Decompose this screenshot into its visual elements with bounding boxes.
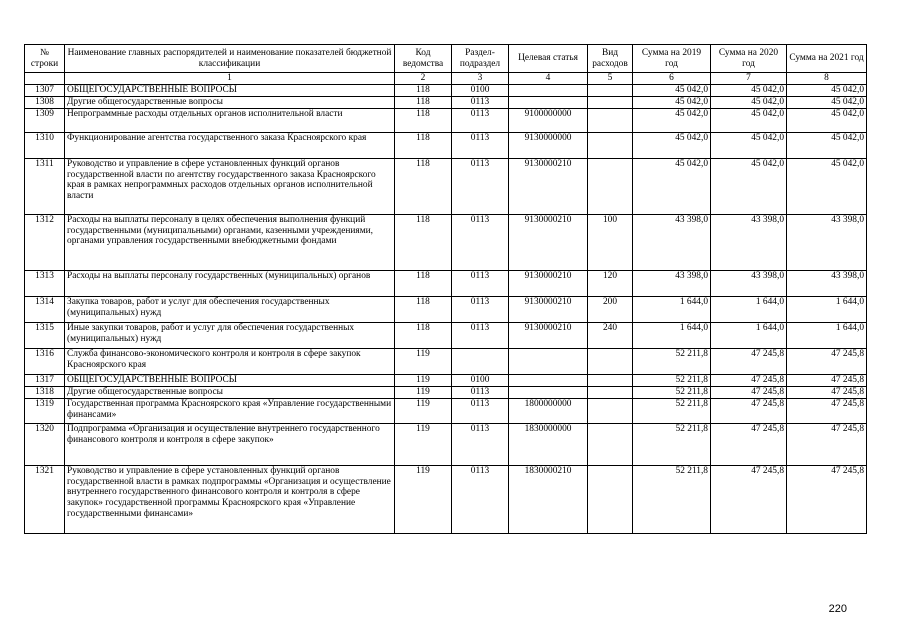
sum-2021-cell: 45 042,0	[787, 84, 867, 96]
section-cell: 0113	[452, 214, 509, 270]
sum-2019-cell: 43 398,0	[633, 214, 711, 270]
header-sum-2020: Сумма на 2020 год	[711, 45, 787, 73]
header-sum-2019: Сумма на 2019 год	[633, 45, 711, 73]
sum-2020-cell: 43 398,0	[711, 270, 787, 296]
section-cell: 0113	[452, 465, 509, 533]
sum-2020-cell: 45 042,0	[711, 158, 787, 214]
budget-table	[24, 44, 867, 534]
table-row	[25, 158, 867, 214]
expense-type-cell: 240	[588, 322, 633, 348]
header-row	[25, 45, 867, 73]
table-row	[25, 270, 867, 296]
row-number-cell: 1313	[25, 270, 65, 296]
section-cell: 0100	[452, 84, 509, 96]
target-item-cell: 1830000000	[509, 423, 588, 465]
expense-type-cell	[588, 386, 633, 398]
table-row	[25, 108, 867, 132]
sum-2021-cell: 47 245,8	[787, 348, 867, 374]
sum-2020-cell: 47 245,8	[711, 423, 787, 465]
sum-2021-cell: 45 042,0	[787, 132, 867, 158]
sum-2019-cell: 1 644,0	[633, 322, 711, 348]
expense-type-cell	[588, 108, 633, 132]
row-number-cell: 1312	[25, 214, 65, 270]
expense-type-cell	[588, 132, 633, 158]
expense-type-cell	[588, 423, 633, 465]
header-sum-2021: Сумма на 2021 год	[787, 45, 867, 73]
expense-type-cell	[588, 158, 633, 214]
sum-2019-cell: 43 398,0	[633, 270, 711, 296]
department-code-cell: 118	[395, 270, 452, 296]
table-row	[25, 84, 867, 96]
department-code-cell: 119	[395, 423, 452, 465]
section-cell: 0113	[452, 386, 509, 398]
department-code-cell: 119	[395, 386, 452, 398]
column-number: 8	[787, 73, 867, 85]
target-item-cell: 9130000210	[509, 270, 588, 296]
row-name-cell: ОБЩЕГОСУДАРСТВЕННЫЕ ВОПРОСЫ	[65, 374, 395, 386]
sum-2019-cell: 52 211,8	[633, 374, 711, 386]
row-number-cell: 1320	[25, 423, 65, 465]
row-name-cell: ОБЩЕГОСУДАРСТВЕННЫЕ ВОПРОСЫ	[65, 84, 395, 96]
table-row	[25, 322, 867, 348]
section-cell: 0113	[452, 322, 509, 348]
target-item-cell	[509, 348, 588, 374]
expense-type-cell	[588, 398, 633, 423]
column-number: 1	[65, 73, 395, 85]
header-expense-type: Вид расходов	[588, 45, 633, 73]
row-number-cell: 1317	[25, 374, 65, 386]
row-number-cell: 1319	[25, 398, 65, 423]
target-item-cell: 9130000210	[509, 158, 588, 214]
section-cell: 0113	[452, 270, 509, 296]
sum-2020-cell: 47 245,8	[711, 465, 787, 533]
sum-2020-cell: 45 042,0	[711, 84, 787, 96]
table-row	[25, 374, 867, 386]
header-target-item: Целевая статья	[509, 45, 588, 73]
row-name-cell: Другие общегосударственные вопросы	[65, 386, 395, 398]
sum-2021-cell: 47 245,8	[787, 465, 867, 533]
table-row	[25, 465, 867, 533]
sum-2019-cell: 52 211,8	[633, 423, 711, 465]
target-item-cell: 9130000210	[509, 296, 588, 322]
row-name-cell: Расходы на выплаты персоналу в целях обеспечения выполнения функций государственными (муниципальными) органами, казенными учреждениями, органами управления государственными внебюджетными фондами	[65, 214, 395, 270]
sum-2019-cell: 45 042,0	[633, 158, 711, 214]
target-item-cell: 9130000000	[509, 132, 588, 158]
row-number-cell: 1321	[25, 465, 65, 533]
sum-2021-cell: 45 042,0	[787, 108, 867, 132]
table-row	[25, 96, 867, 108]
sum-2020-cell: 1 644,0	[711, 296, 787, 322]
row-name-cell: Руководство и управление в сфере установленных функций органов государственной власти в рамках подпрограммы «Организация и осуществление внутреннего государственного финансового контроля и контроля в сфере закупок» государственной программы Красноярского края «Управление государственными финансами»	[65, 465, 395, 533]
department-code-cell: 118	[395, 84, 452, 96]
target-item-cell	[509, 96, 588, 108]
department-code-cell: 119	[395, 374, 452, 386]
expense-type-cell	[588, 465, 633, 533]
sum-2020-cell: 45 042,0	[711, 108, 787, 132]
column-number: 2	[395, 73, 452, 85]
sum-2020-cell: 43 398,0	[711, 214, 787, 270]
row-name-cell: Подпрограмма «Организация и осуществление внутреннего государственного финансового контроля и контроля в сфере закупок»	[65, 423, 395, 465]
column-number: 4	[509, 73, 588, 85]
sum-2020-cell: 47 245,8	[711, 348, 787, 374]
sum-2019-cell: 52 211,8	[633, 386, 711, 398]
row-number-cell: 1318	[25, 386, 65, 398]
sum-2019-cell: 45 042,0	[633, 132, 711, 158]
sum-2021-cell: 47 245,8	[787, 398, 867, 423]
target-item-cell	[509, 84, 588, 96]
target-item-cell	[509, 386, 588, 398]
column-number: 5	[588, 73, 633, 85]
department-code-cell: 118	[395, 296, 452, 322]
sum-2020-cell: 47 245,8	[711, 398, 787, 423]
department-code-cell: 118	[395, 322, 452, 348]
table-row	[25, 348, 867, 374]
sum-2020-cell: 45 042,0	[711, 96, 787, 108]
target-item-cell: 9130000210	[509, 214, 588, 270]
expense-type-cell: 100	[588, 214, 633, 270]
row-name-cell: Расходы на выплаты персоналу государственных (муниципальных) органов	[65, 270, 395, 296]
expense-type-cell	[588, 348, 633, 374]
section-cell: 0100	[452, 374, 509, 386]
sum-2021-cell: 47 245,8	[787, 386, 867, 398]
target-item-cell: 1800000000	[509, 398, 588, 423]
row-number-cell: 1314	[25, 296, 65, 322]
row-name-cell: Иные закупки товаров, работ и услуг для обеспечения государственных (муниципальных) нужд	[65, 322, 395, 348]
sum-2019-cell: 52 211,8	[633, 465, 711, 533]
section-cell: 0113	[452, 158, 509, 214]
sum-2021-cell: 1 644,0	[787, 322, 867, 348]
department-code-cell: 118	[395, 214, 452, 270]
expense-type-cell	[588, 84, 633, 96]
sum-2020-cell: 47 245,8	[711, 374, 787, 386]
header-department-code: Код ведомства	[395, 45, 452, 73]
sum-2021-cell: 45 042,0	[787, 96, 867, 108]
expense-type-cell	[588, 96, 633, 108]
section-cell: 0113	[452, 423, 509, 465]
row-name-cell: Непрограммные расходы отдельных органов исполнительной власти	[65, 108, 395, 132]
column-number	[25, 73, 65, 85]
sum-2019-cell: 52 211,8	[633, 348, 711, 374]
section-cell: 0113	[452, 398, 509, 423]
sum-2020-cell: 45 042,0	[711, 132, 787, 158]
sum-2019-cell: 52 211,8	[633, 398, 711, 423]
target-item-cell: 9130000210	[509, 322, 588, 348]
department-code-cell: 118	[395, 158, 452, 214]
sum-2020-cell: 47 245,8	[711, 386, 787, 398]
sum-2021-cell: 1 644,0	[787, 296, 867, 322]
target-item-cell: 9100000000	[509, 108, 588, 132]
sum-2021-cell: 43 398,0	[787, 214, 867, 270]
expense-type-cell: 200	[588, 296, 633, 322]
table-row	[25, 423, 867, 465]
section-cell: 0113	[452, 296, 509, 322]
table-body	[25, 84, 867, 533]
department-code-cell: 119	[395, 465, 452, 533]
section-cell: 0113	[452, 132, 509, 158]
section-cell	[452, 348, 509, 374]
row-name-cell: Закупка товаров, работ и услуг для обеспечения государственных (муниципальных) нужд	[65, 296, 395, 322]
table-row	[25, 132, 867, 158]
column-number-row	[25, 73, 867, 85]
row-name-cell: Руководство и управление в сфере установленных функций органов государственной власти по агентству государственного заказа Красноярского края в рамках непрограммных расходов отдельных органов исполнительной власти	[65, 158, 395, 214]
table-row	[25, 296, 867, 322]
header-name: Наименование главных распорядителей и наименование показателей бюджетной классификации	[65, 45, 395, 73]
sum-2021-cell: 43 398,0	[787, 270, 867, 296]
row-name-cell: Функционирование агентства государственного заказа Красноярского края	[65, 132, 395, 158]
department-code-cell: 118	[395, 132, 452, 158]
expense-type-cell: 120	[588, 270, 633, 296]
expense-type-cell	[588, 374, 633, 386]
row-number-cell: 1315	[25, 322, 65, 348]
sum-2019-cell: 45 042,0	[633, 96, 711, 108]
sum-2021-cell: 45 042,0	[787, 158, 867, 214]
table-row	[25, 214, 867, 270]
sum-2019-cell: 45 042,0	[633, 84, 711, 96]
department-code-cell: 118	[395, 96, 452, 108]
column-number: 7	[711, 73, 787, 85]
table-row	[25, 386, 867, 398]
target-item-cell: 1830000210	[509, 465, 588, 533]
row-number-cell: 1307	[25, 84, 65, 96]
department-code-cell: 118	[395, 108, 452, 132]
department-code-cell: 119	[395, 398, 452, 423]
section-cell: 0113	[452, 96, 509, 108]
row-name-cell: Государственная программа Красноярского края «Управление государственными финансами»	[65, 398, 395, 423]
sum-2020-cell: 1 644,0	[711, 322, 787, 348]
sum-2019-cell: 45 042,0	[633, 108, 711, 132]
sum-2021-cell: 47 245,8	[787, 374, 867, 386]
sum-2021-cell: 47 245,8	[787, 423, 867, 465]
row-number-cell: 1311	[25, 158, 65, 214]
sum-2019-cell: 1 644,0	[633, 296, 711, 322]
row-number-cell: 1308	[25, 96, 65, 108]
column-number: 6	[633, 73, 711, 85]
header-section: Раздел-подраздел	[452, 45, 509, 73]
target-item-cell	[509, 374, 588, 386]
header-row-number: № строки	[25, 45, 65, 73]
section-cell: 0113	[452, 108, 509, 132]
row-name-cell: Служба финансово-экономического контроля и контроля в сфере закупок Красноярского края	[65, 348, 395, 374]
column-number: 3	[452, 73, 509, 85]
row-number-cell: 1316	[25, 348, 65, 374]
row-name-cell: Другие общегосударственные вопросы	[65, 96, 395, 108]
page-number: 220	[828, 603, 847, 615]
department-code-cell: 119	[395, 348, 452, 374]
row-number-cell: 1309	[25, 108, 65, 132]
table-row	[25, 398, 867, 423]
row-number-cell: 1310	[25, 132, 65, 158]
